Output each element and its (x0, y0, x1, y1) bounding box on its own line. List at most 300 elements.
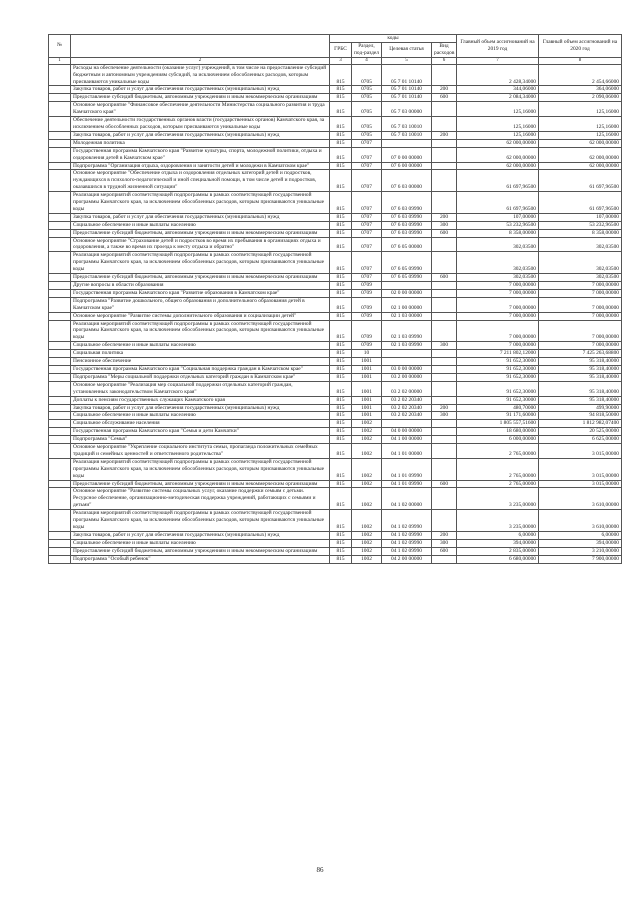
row-name: Основное мероприятие "Развитие системы социальных услуг, оказание поддержки семьям с детьми. Ресурсное обеспечение, организационно-методическая поддержка учреждений, работающих с семьями и детьми" (71, 488, 330, 510)
row-sum-2019: 7 000,00000 (457, 297, 539, 312)
row-sum-2020: 394,00000 (539, 539, 622, 547)
row-sum-2020: 61 697,96500 (539, 192, 622, 214)
row-num (49, 312, 71, 320)
row-sum-2019: 302,03500 (457, 237, 539, 252)
table-row (49, 274, 622, 282)
row-vr: 200 (432, 86, 457, 94)
row-section: 1001 (352, 404, 382, 412)
row-sum-2019: 62 000,00000 (457, 147, 539, 162)
row-sum-2019: 302,03500 (457, 274, 539, 282)
row-sum-2019: 61 697,96500 (457, 192, 539, 214)
row-target: 04 1 01 09990 (382, 480, 432, 488)
row-sum-2019: 302,03500 (457, 252, 539, 274)
table-row (49, 420, 622, 428)
row-name: Основное мероприятие "Финансовое обеспечение деятельности Министерства социального развития и труда Камчатского края" (71, 102, 330, 117)
row-vr: 200 (432, 213, 457, 221)
row-section: 1002 (352, 539, 382, 547)
row-vr (432, 420, 457, 428)
row-name: Предоставление субсидий бюджетным, автономным учреждениям и иным некоммерческим организациям (71, 480, 330, 488)
row-vr (432, 381, 457, 396)
row-sum-2019: 480,70000 (457, 404, 539, 412)
row-grbs: 815 (330, 86, 352, 94)
row-vr (432, 428, 457, 436)
row-name: Подпрограмма "Развитие дошкольного, общего образования и дополнительного образования детей в Камчатском крае" (71, 297, 330, 312)
row-grbs: 815 (330, 365, 352, 373)
row-section: 1002 (352, 480, 382, 488)
table-row (49, 170, 622, 192)
row-section: 0705 (352, 131, 382, 139)
row-section: 0707 (352, 170, 382, 192)
row-section: 0709 (352, 342, 382, 350)
table-row (49, 358, 622, 366)
row-vr: 600 (432, 274, 457, 282)
row-num (49, 428, 71, 436)
row-vr (432, 147, 457, 162)
row-target (382, 350, 432, 358)
row-num (49, 282, 71, 290)
row-num (49, 147, 71, 162)
row-section: 1002 (352, 488, 382, 510)
row-sum-2019: 18 680,00000 (457, 428, 539, 436)
header-codes: коды (330, 35, 457, 43)
column-index: 4 (352, 57, 382, 64)
row-target: 05 7 03 10010 (382, 117, 432, 132)
row-name: Расходы на обеспечение деятельности (оказание услуг) учреждений, в том числе на предоставление субсидий бюджетным и автономным учреждениям субсидий, за исключением обособленных расходов, которым присваиваются уникальные коды (71, 64, 330, 86)
row-target: 05 7 01 10140 (382, 64, 432, 86)
row-sum-2019: 91 652,30000 (457, 381, 539, 396)
row-sum-2020: 95 318,40000 (539, 358, 622, 366)
table-row (49, 131, 622, 139)
row-sum-2020: 7 000,00000 (539, 289, 622, 297)
row-grbs: 815 (330, 221, 352, 229)
row-section: 1001 (352, 358, 382, 366)
row-vr: 300 (432, 412, 457, 420)
table-row (49, 396, 622, 404)
row-grbs: 815 (330, 488, 352, 510)
row-name: Молодежная политика (71, 139, 330, 147)
row-target: 07 0 00 00000 (382, 147, 432, 162)
row-sum-2019: 2 835,00000 (457, 547, 539, 555)
row-num (49, 358, 71, 366)
row-sum-2019: 2 765,00000 (457, 458, 539, 480)
row-sum-2020: 95 318,40000 (539, 373, 622, 381)
row-grbs: 815 (330, 312, 352, 320)
row-sum-2019: 2 765,00000 (457, 444, 539, 459)
row-grbs: 815 (330, 94, 352, 102)
row-sum-2020: 7 900,00000 (539, 555, 622, 563)
row-name: Закупка товаров, работ и услуг для обеспечения государственных (муниципальных) нужд (71, 404, 330, 412)
row-section: 1001 (352, 373, 382, 381)
row-grbs: 815 (330, 342, 352, 350)
row-target: 05 7 01 10140 (382, 86, 432, 94)
row-target: 02 1 00 00000 (382, 297, 432, 312)
row-num (49, 365, 71, 373)
row-section: 0705 (352, 94, 382, 102)
row-num (49, 458, 71, 480)
row-sum-2019: 7 000,00000 (457, 289, 539, 297)
row-target: 03 2 02 20340 (382, 412, 432, 420)
row-sum-2020: 3 210,00000 (539, 547, 622, 555)
row-num (49, 381, 71, 396)
row-section: 0709 (352, 282, 382, 290)
row-sum-2019: 7 000,00000 (457, 320, 539, 342)
row-sum-2020: 302,03500 (539, 252, 622, 274)
row-vr (432, 64, 457, 86)
row-grbs: 815 (330, 404, 352, 412)
row-sum-2020: 3 015,00000 (539, 458, 622, 480)
row-target: 04 1 02 09990 (382, 547, 432, 555)
row-grbs: 815 (330, 420, 352, 428)
row-vr (432, 350, 457, 358)
row-section: 1002 (352, 510, 382, 532)
row-sum-2020: 53 232,96500 (539, 221, 622, 229)
row-vr: 600 (432, 229, 457, 237)
row-target: 07 6 05 00000 (382, 237, 432, 252)
row-vr (432, 510, 457, 532)
row-target: 03 2 02 00000 (382, 381, 432, 396)
row-name: Реализация мероприятий соответствующей подпрограммы в рамках соответствующей государственной программы Камчатского края, за исключением обособленных расходов, которым присваиваются уникальные коды (71, 320, 330, 342)
header-target: Целевая статья (382, 42, 432, 57)
row-name: Основное мероприятие "Развитие системы дополнительного образования и социализации детей" (71, 312, 330, 320)
row-grbs: 815 (330, 510, 352, 532)
row-num (49, 342, 71, 350)
row-sum-2019: 125,16000 (457, 117, 539, 132)
row-vr: 200 (432, 531, 457, 539)
row-grbs: 815 (330, 539, 352, 547)
row-grbs: 815 (330, 162, 352, 170)
row-target: 03 2 02 20340 (382, 404, 432, 412)
row-name: Государственная программа Камчатского края "Развитие культуры, спорта, молодежной политики, отдыха и оздоровления детей в Камчатском крае" (71, 147, 330, 162)
row-vr: 200 (432, 131, 457, 139)
table-row (49, 547, 622, 555)
row-section: 1001 (352, 365, 382, 373)
table-row (49, 350, 622, 358)
table-row (49, 381, 622, 396)
row-vr: 300 (432, 539, 457, 547)
column-index: 2 (71, 57, 330, 64)
row-name: Подпрограмма "Особый ребенок" (71, 555, 330, 563)
row-vr (432, 282, 457, 290)
budget-table (48, 34, 622, 564)
table-body (49, 64, 622, 563)
table-row (49, 444, 622, 459)
row-num (49, 555, 71, 563)
row-target: 02 0 00 00000 (382, 289, 432, 297)
row-name: Социальная политика (71, 350, 330, 358)
row-grbs: 815 (330, 229, 352, 237)
row-name: Предоставление субсидий бюджетным, автономным учреждениям и иным некоммерческим организациям (71, 229, 330, 237)
row-section: 0707 (352, 213, 382, 221)
row-target (382, 420, 432, 428)
row-grbs: 815 (330, 396, 352, 404)
row-sum-2019: 8 358,00000 (457, 229, 539, 237)
row-sum-2020: 94 818,50000 (539, 412, 622, 420)
row-sum-2020: 62 000,00000 (539, 147, 622, 162)
row-vr (432, 555, 457, 563)
row-name: Доплаты к пенсиям государственных служащих Камчатского края (71, 396, 330, 404)
row-target: 04 2 00 00000 (382, 555, 432, 563)
row-sum-2019: 91 652,30000 (457, 358, 539, 366)
row-sum-2019: 7 000,00000 (457, 312, 539, 320)
row-grbs: 815 (330, 213, 352, 221)
header-row-top (49, 35, 622, 43)
table-row (49, 428, 622, 436)
header-sum-2019: Главный объем ассигнований на 2019 год (457, 35, 539, 58)
row-name: Социальное обеспечение и иные выплаты населению (71, 412, 330, 420)
row-sum-2020: 302,03500 (539, 237, 622, 252)
table-row (49, 252, 622, 274)
row-num (49, 404, 71, 412)
row-num (49, 252, 71, 274)
table-row (49, 480, 622, 488)
row-sum-2020: 7 000,00000 (539, 312, 622, 320)
row-vr: 600 (432, 480, 457, 488)
row-num (49, 192, 71, 214)
table-row (49, 458, 622, 480)
table-row (49, 102, 622, 117)
row-sum-2020: 3 015,00000 (539, 444, 622, 459)
row-vr (432, 297, 457, 312)
row-grbs: 815 (330, 320, 352, 342)
row-grbs: 815 (330, 531, 352, 539)
table-row (49, 297, 622, 312)
row-vr (432, 320, 457, 342)
row-section: 0705 (352, 64, 382, 86)
row-name: Другие вопросы в области образования (71, 282, 330, 290)
row-sum-2019: 61 697,96500 (457, 170, 539, 192)
row-grbs: 815 (330, 64, 352, 86)
row-name: Подпрограмма "Организация отдыха, оздоровления и занятости детей и молодежи в Камчатском крае" (71, 162, 330, 170)
row-section: 0707 (352, 229, 382, 237)
row-section: 0707 (352, 162, 382, 170)
row-section: 1002 (352, 531, 382, 539)
row-sum-2019: 344,06000 (457, 86, 539, 94)
row-section: 0707 (352, 237, 382, 252)
row-num (49, 102, 71, 117)
row-sum-2019: 2 765,00000 (457, 480, 539, 488)
row-name: Подпрограмма "Меры социальной поддержки отдельных категорий граждан в Камчатском крае" (71, 373, 330, 381)
row-vr (432, 365, 457, 373)
row-num (49, 229, 71, 237)
table-row (49, 373, 622, 381)
row-section: 1002 (352, 420, 382, 428)
row-target: 02 1 03 00000 (382, 312, 432, 320)
row-grbs: 815 (330, 237, 352, 252)
row-target: 03 2 00 00000 (382, 373, 432, 381)
row-sum-2020: 2 454,66000 (539, 64, 622, 86)
row-name: Предоставление субсидий бюджетным, автономным учреждениям и иным некоммерческим организациям (71, 547, 330, 555)
row-name: Закупка товаров, работ и услуг для обеспечения государственных (муниципальных) нужд (71, 213, 330, 221)
row-target (382, 282, 432, 290)
row-sum-2020: 125,16000 (539, 117, 622, 132)
row-name: Предоставление субсидий бюджетным, автономным учреждениям и иным некоммерческим организациям (71, 274, 330, 282)
row-vr (432, 237, 457, 252)
row-grbs: 815 (330, 192, 352, 214)
header-sum-2020: Главный объем ассигнований на 2020 год (539, 35, 622, 58)
row-name: Социальное обеспечение и иные выплаты населению (71, 342, 330, 350)
column-index: 8 (539, 57, 622, 64)
row-section: 1002 (352, 458, 382, 480)
row-sum-2020: 62 000,00000 (539, 139, 622, 147)
table-row (49, 488, 622, 510)
row-num (49, 274, 71, 282)
table-row (49, 555, 622, 563)
row-target (382, 358, 432, 366)
row-grbs: 815 (330, 444, 352, 459)
row-grbs: 815 (330, 131, 352, 139)
row-num (49, 531, 71, 539)
row-target: 02 1 03 09990 (382, 342, 432, 350)
row-vr (432, 358, 457, 366)
column-index: 1 (49, 57, 71, 64)
row-num (49, 547, 71, 555)
row-name: Основное мероприятие "Обеспечение отдыха и оздоровления отдельных категорий детей и подростков, нуждающихся в психолого-педагогической и иной специальной помощи, в том числе детей и подростков, оказавшихся в трудной жизненной ситуации" (71, 170, 330, 192)
row-sum-2020: 20 525,00000 (539, 428, 622, 436)
row-num (49, 213, 71, 221)
row-num (49, 488, 71, 510)
row-name: Основное мероприятие "Реализация мер социальной поддержки отдельных категорий граждан, установленных законодательством Камчатского края" (71, 381, 330, 396)
row-sum-2020: 95 318,40000 (539, 365, 622, 373)
row-vr (432, 444, 457, 459)
row-section: 0709 (352, 320, 382, 342)
row-section: 0709 (352, 297, 382, 312)
row-grbs: 815 (330, 458, 352, 480)
row-section: 0705 (352, 102, 382, 117)
row-section: 1002 (352, 444, 382, 459)
row-section: 0707 (352, 274, 382, 282)
row-num (49, 64, 71, 86)
row-target: 07 6 03 00000 (382, 170, 432, 192)
row-name: Закупка товаров, работ и услуг для обеспечения государственных (муниципальных) нужд (71, 86, 330, 94)
row-target: 04 1 01 09990 (382, 458, 432, 480)
row-num (49, 444, 71, 459)
table-row (49, 86, 622, 94)
row-section: 0707 (352, 147, 382, 162)
row-target: 04 1 02 09990 (382, 531, 432, 539)
row-target: 07 6 03 09990 (382, 229, 432, 237)
row-name: Реализация мероприятий соответствующей подпрограммы в рамках соответствующей государственной программы Камчатского края, за исключением обособленных расходов, которым присваиваются уникальные коды (71, 458, 330, 480)
row-sum-2019: 3 235,00000 (457, 488, 539, 510)
column-index: 3 (330, 57, 352, 64)
row-num (49, 480, 71, 488)
row-target: 07 6 03 09990 (382, 221, 432, 229)
table-row (49, 117, 622, 132)
row-num (49, 170, 71, 192)
row-target: 02 1 03 09990 (382, 320, 432, 342)
row-num (49, 412, 71, 420)
row-name: Обеспечение деятельности государственных органов власти (государственных органов) Камчатского края, за исключением обособленных расходов, которым присваиваются уникальные коды (71, 117, 330, 132)
table-row (49, 510, 622, 532)
row-vr (432, 458, 457, 480)
row-section: 1002 (352, 436, 382, 444)
row-num (49, 373, 71, 381)
table-row (49, 539, 622, 547)
row-section: 1001 (352, 396, 382, 404)
row-sum-2020: 6,00000 (539, 531, 622, 539)
row-sum-2019: 91 652,30000 (457, 365, 539, 373)
row-section: 0707 (352, 252, 382, 274)
row-vr (432, 252, 457, 274)
column-index: 5 (382, 57, 432, 64)
row-sum-2020: 3 015,00000 (539, 480, 622, 488)
row-num (49, 510, 71, 532)
row-grbs: 815 (330, 358, 352, 366)
table-row (49, 531, 622, 539)
row-vr (432, 488, 457, 510)
table-row (49, 221, 622, 229)
row-target: 07 6 05 09990 (382, 252, 432, 274)
row-name: Закупка товаров, работ и услуг для обеспечения государственных (муниципальных) нужд (71, 131, 330, 139)
row-grbs: 815 (330, 547, 352, 555)
row-vr (432, 373, 457, 381)
row-vr (432, 102, 457, 117)
row-grbs: 815 (330, 282, 352, 290)
row-sum-2020: 61 697,96500 (539, 170, 622, 192)
row-num (49, 237, 71, 252)
row-name: Государственная программа Камчатского края "Развитие образования в Камчатском крае" (71, 289, 330, 297)
table-row (49, 404, 622, 412)
row-sum-2019: 91 652,30000 (457, 396, 539, 404)
row-target: 04 1 02 09990 (382, 539, 432, 547)
row-sum-2019: 1 805 557,51600 (457, 420, 539, 428)
row-name: Основное мероприятие "Страхование детей и подростков во время их пребывания в организациях отдыха и оздоровления, а также во время их проезда к месту отдыха и обратно" (71, 237, 330, 252)
row-num (49, 221, 71, 229)
row-name: Предоставление субсидий бюджетным, автономным учреждениям и иным некоммерческим организациям (71, 94, 330, 102)
row-target: 07 6 00 00000 (382, 162, 432, 170)
row-num (49, 350, 71, 358)
row-num (49, 396, 71, 404)
row-grbs: 815 (330, 170, 352, 192)
row-grbs: 815 (330, 555, 352, 563)
row-target: 04 0 00 00000 (382, 428, 432, 436)
table-row (49, 139, 622, 147)
row-section: 0707 (352, 221, 382, 229)
column-index: 6 (432, 57, 457, 64)
row-section: 0707 (352, 192, 382, 214)
row-section: 1001 (352, 412, 382, 420)
row-grbs: 815 (330, 274, 352, 282)
row-target: 04 1 00 00000 (382, 436, 432, 444)
row-num (49, 289, 71, 297)
row-vr: 600 (432, 94, 457, 102)
row-sum-2019: 6,00000 (457, 531, 539, 539)
row-sum-2020: 7 000,00000 (539, 282, 622, 290)
row-grbs: 815 (330, 289, 352, 297)
table-row (49, 147, 622, 162)
row-grbs: 815 (330, 412, 352, 420)
table-row (49, 162, 622, 170)
row-sum-2020: 62 000,00000 (539, 162, 622, 170)
table-row (49, 94, 622, 102)
row-name: Закупка товаров, работ и услуг для обеспечения государственных (муниципальных) нужд (71, 531, 330, 539)
page-number: 86 (316, 866, 324, 874)
row-sum-2019: 2 084,34000 (457, 94, 539, 102)
row-sum-2019: 3 235,00000 (457, 510, 539, 532)
row-sum-2019: 6 680,00000 (457, 555, 539, 563)
row-num (49, 539, 71, 547)
row-sum-2020: 95 318,40000 (539, 381, 622, 396)
row-grbs: 815 (330, 381, 352, 396)
row-sum-2020: 95 318,40000 (539, 396, 622, 404)
row-grbs: 815 (330, 350, 352, 358)
header-section: Раздел, под-раздел (352, 42, 382, 57)
row-vr: 600 (432, 547, 457, 555)
row-name: Социальное обслуживание населения (71, 420, 330, 428)
row-sum-2020: 125,16000 (539, 131, 622, 139)
row-section: 10 (352, 350, 382, 358)
row-sum-2019: 62 000,00000 (457, 139, 539, 147)
row-sum-2019: 53 232,96500 (457, 221, 539, 229)
